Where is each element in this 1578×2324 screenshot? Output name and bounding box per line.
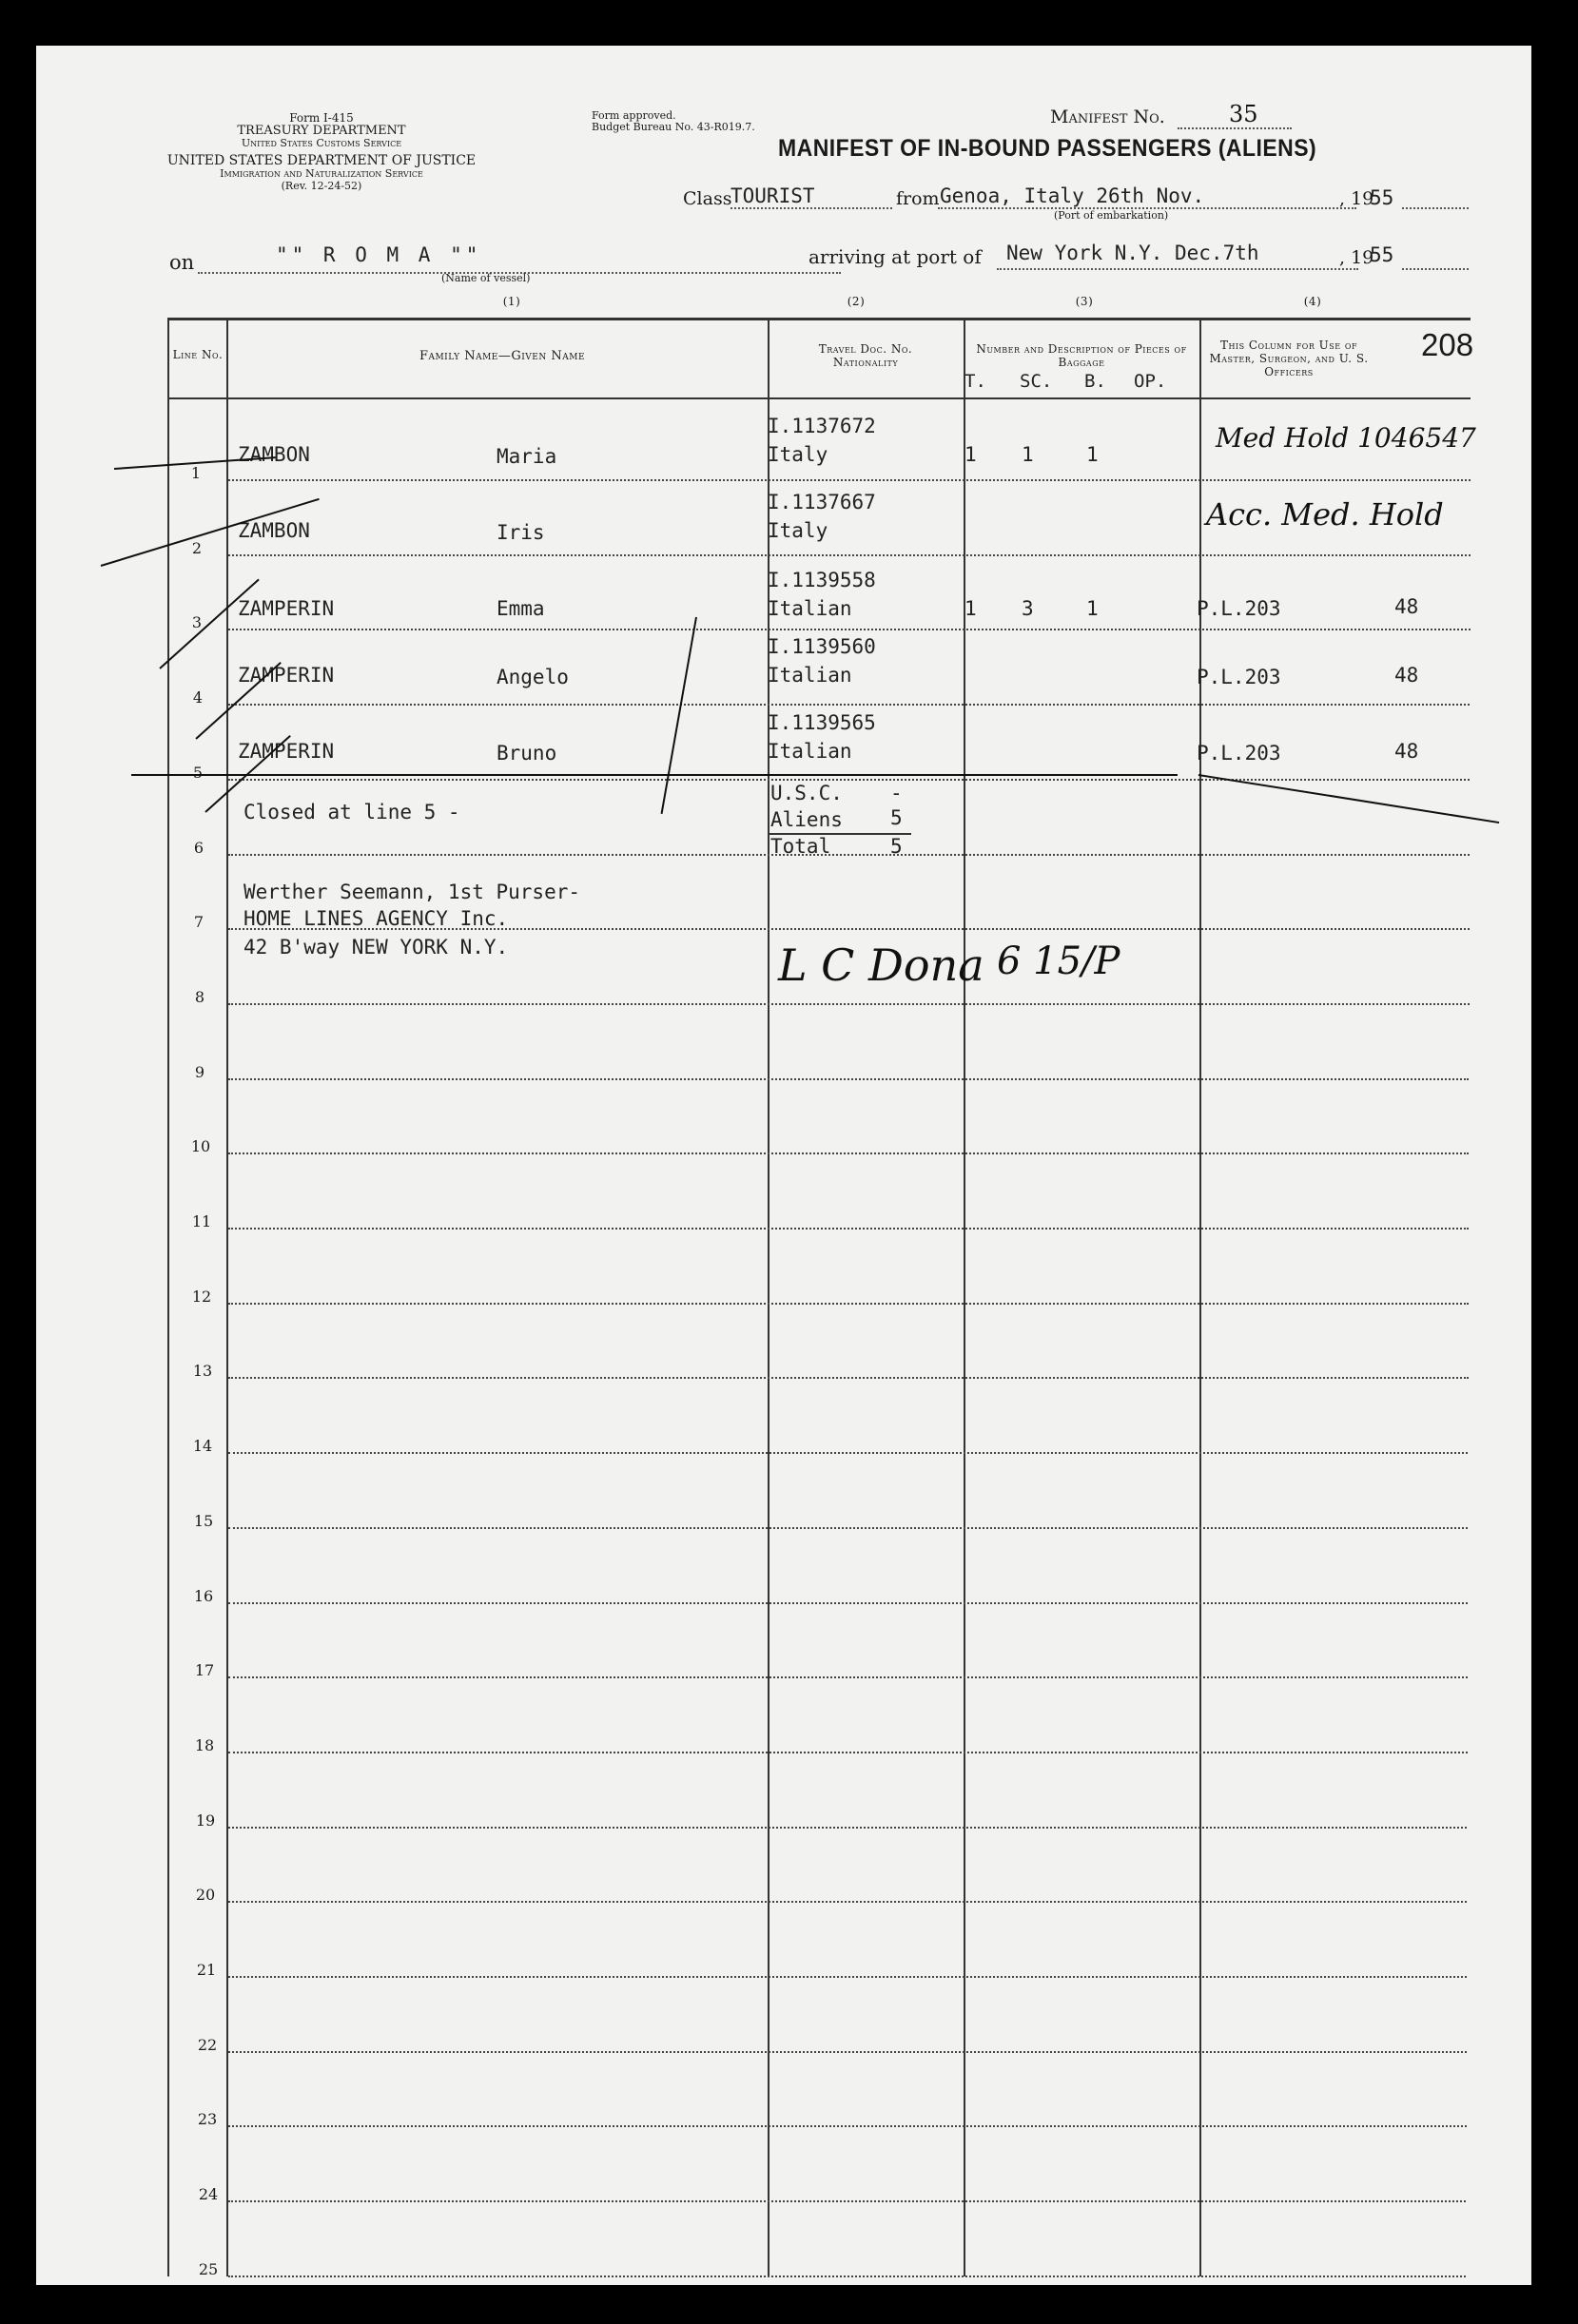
from-year: 55 bbox=[1370, 186, 1394, 209]
nationality: Italian bbox=[768, 740, 852, 763]
line-number: 11 bbox=[191, 1212, 212, 1230]
baggage-sub-t: T. bbox=[964, 371, 986, 392]
total-value: 5 bbox=[890, 835, 903, 858]
form-number: Form I-415 bbox=[289, 111, 354, 125]
agency-name: HOME LINES AGENCY Inc. bbox=[244, 907, 509, 930]
arriving-year: 55 bbox=[1370, 243, 1394, 266]
closing-strike-tail bbox=[1198, 774, 1499, 823]
row-rule bbox=[228, 2200, 1466, 2202]
row-rule bbox=[228, 854, 1470, 856]
bracket-mark bbox=[661, 617, 697, 814]
officer-note: P.L.203 bbox=[1197, 742, 1281, 765]
family-name: ZAMPERIN bbox=[238, 740, 335, 763]
customs-service: United States Customs Service bbox=[241, 137, 402, 149]
row-rule bbox=[228, 1901, 1467, 1903]
row-rule bbox=[228, 1976, 1467, 1978]
line-number: 19 bbox=[195, 1811, 216, 1830]
officer-note: P.L.203 bbox=[1197, 666, 1281, 688]
purser-name: Werther Seemann, 1st Purser- bbox=[244, 881, 581, 903]
row-rule bbox=[228, 1152, 1469, 1154]
manifest-no-label: Manifest No. bbox=[1050, 107, 1165, 127]
row-rule bbox=[228, 1676, 1468, 1678]
travel-doc-no: I.1139565 bbox=[768, 711, 876, 734]
on-label: on bbox=[169, 251, 195, 274]
approval-line1: Form approved. bbox=[592, 109, 676, 122]
officer-note: Med Hold 1046547 bbox=[1216, 422, 1476, 454]
form-approval bbox=[592, 110, 755, 133]
baggage-t: 1 bbox=[964, 597, 977, 620]
line-no-divider bbox=[226, 318, 228, 2276]
ins-service: Immigration and Naturalization Service bbox=[220, 167, 423, 180]
line-number: 24 bbox=[198, 2185, 219, 2203]
line-number: 2 bbox=[191, 539, 203, 557]
officers-heading: This Column for Use of Master, Surgeon, and U. S. Officers bbox=[1209, 339, 1369, 378]
row-rule bbox=[228, 704, 1470, 706]
nationality: Italian bbox=[768, 597, 852, 620]
line-number: 22 bbox=[197, 2036, 218, 2054]
line-number: 23 bbox=[197, 2110, 218, 2128]
family-name: ZAMPERIN bbox=[238, 597, 335, 620]
officer-number: 48 bbox=[1394, 664, 1419, 687]
page-title: MANIFEST OF IN-BOUND PASSENGERS (ALIENS) bbox=[778, 135, 1317, 162]
manifest-number: 35 bbox=[1229, 101, 1258, 127]
line-number: 7 bbox=[193, 913, 205, 931]
from-label: from bbox=[896, 188, 940, 209]
row-rule bbox=[228, 479, 1471, 481]
baggage-b: 1 bbox=[1086, 597, 1099, 620]
class-label: Class bbox=[683, 188, 732, 209]
us-citizens-value: - bbox=[890, 782, 903, 804]
line-number: 25 bbox=[198, 2260, 219, 2278]
page-number: 208 bbox=[1421, 327, 1474, 362]
line-number: 20 bbox=[195, 1886, 216, 1904]
row-rule bbox=[228, 554, 1471, 556]
line-number: 16 bbox=[193, 1587, 214, 1605]
row-rule bbox=[228, 2276, 1466, 2277]
line-number: 15 bbox=[193, 1512, 214, 1530]
line-number: 9 bbox=[194, 1063, 205, 1081]
line-number: 6 bbox=[193, 839, 205, 857]
treasury-dept: TREASURY DEPARTMENT bbox=[237, 124, 406, 138]
officer-note: P.L.203 bbox=[1197, 597, 1281, 620]
row-rule bbox=[228, 1303, 1469, 1305]
line-number: 5 bbox=[192, 764, 204, 782]
manifest-sheet bbox=[36, 46, 1531, 2285]
family-name: ZAMBON bbox=[238, 519, 310, 542]
signature-note: 6 15/P bbox=[997, 939, 1120, 983]
arriving-label: arriving at port of bbox=[808, 245, 982, 268]
travel-doc-heading: Travel Doc. No. Nationality bbox=[818, 342, 913, 369]
baggage-sub-sc: SC. bbox=[1020, 371, 1053, 392]
baggage-b: 1 bbox=[1086, 443, 1099, 466]
embarkation-caption: (Port of embarkation) bbox=[1054, 209, 1169, 222]
closing-strike bbox=[131, 774, 1178, 776]
row-rule bbox=[228, 779, 1470, 781]
row-rule bbox=[228, 1752, 1468, 1753]
baggage-t: 1 bbox=[964, 443, 977, 466]
doj-dept: UNITED STATES DEPARTMENT OF JUSTICE bbox=[166, 153, 477, 168]
given-name: Maria bbox=[497, 445, 557, 468]
row-rule bbox=[228, 1527, 1468, 1529]
aliens-label: Aliens bbox=[770, 808, 843, 831]
class-value: TOURIST bbox=[731, 184, 815, 207]
name-heading: Family Name—Given Name bbox=[419, 349, 586, 363]
arriving-year-prefix: , 19 bbox=[1339, 247, 1374, 268]
travel-doc-no: I.1139558 bbox=[768, 569, 876, 591]
col3-number: (3) bbox=[1075, 295, 1094, 308]
given-name: Emma bbox=[497, 597, 545, 620]
header-bottom-border bbox=[167, 397, 1471, 399]
line-number: 21 bbox=[196, 1961, 217, 1979]
row-rule bbox=[228, 2125, 1467, 2127]
line-number: 12 bbox=[191, 1288, 212, 1306]
nationality: Italy bbox=[768, 519, 828, 542]
officer-note: Acc. Med. Hold bbox=[1206, 496, 1444, 533]
row-rule bbox=[228, 1003, 1470, 1005]
row-rule bbox=[228, 1228, 1469, 1230]
row-rule bbox=[228, 629, 1471, 630]
line-number: 13 bbox=[192, 1362, 213, 1380]
from-year-prefix: , 19 bbox=[1339, 188, 1374, 209]
line-number: 18 bbox=[194, 1736, 215, 1754]
travel-doc-no: I.1137667 bbox=[768, 491, 876, 513]
baggage-heading: Number and Description of Pieces of Baggage bbox=[976, 342, 1187, 369]
officer-number: 48 bbox=[1394, 740, 1419, 763]
family-name: ZAMBON bbox=[238, 443, 310, 466]
line-number: 14 bbox=[192, 1437, 213, 1455]
row-rule bbox=[228, 2051, 1467, 2053]
inspector-signature: L C Dona bbox=[778, 939, 984, 991]
line-number: 4 bbox=[192, 688, 204, 707]
baggage-sc: 1 bbox=[1022, 443, 1034, 466]
aliens-value: 5 bbox=[890, 806, 903, 829]
line-number: 1 bbox=[190, 464, 202, 482]
line-number: 3 bbox=[191, 613, 203, 631]
col2-number: (2) bbox=[847, 295, 866, 308]
vessel-caption: (Name of vessel) bbox=[441, 272, 531, 284]
row-rule bbox=[228, 1602, 1468, 1604]
us-citizens-label: U.S.C. bbox=[770, 782, 843, 804]
given-name: Bruno bbox=[497, 742, 557, 765]
officer-number: 48 bbox=[1394, 595, 1419, 618]
closed-at-line: Closed at line 5 - bbox=[244, 801, 460, 823]
line-number: 10 bbox=[190, 1137, 211, 1155]
line-number: 8 bbox=[194, 988, 205, 1006]
line-number: 17 bbox=[194, 1661, 215, 1679]
approval-line2: Budget Bureau No. 43-R019.7. bbox=[592, 121, 755, 133]
given-name: Angelo bbox=[497, 666, 569, 688]
col4-number: (4) bbox=[1303, 295, 1322, 308]
from-value: Genoa, Italy 26th Nov. bbox=[940, 184, 1205, 207]
row-rule bbox=[228, 1452, 1468, 1454]
strike-line-3 bbox=[159, 579, 259, 669]
arriving-value: New York N.Y. Dec.7th bbox=[1006, 242, 1259, 264]
form-revision: (Rev. 12-24-52) bbox=[281, 180, 362, 192]
travel-doc-no: I.1139560 bbox=[768, 635, 876, 658]
row-rule bbox=[228, 1078, 1469, 1080]
nationality: Italy bbox=[768, 443, 828, 466]
vessel-name: "" R O M A "" bbox=[276, 243, 482, 266]
given-name: Iris bbox=[497, 521, 545, 544]
agency-address: 42 B'way NEW YORK N.Y. bbox=[244, 936, 509, 959]
col1-number: (1) bbox=[502, 295, 521, 308]
baggage-sub-op: OP. bbox=[1134, 371, 1167, 392]
row-rule bbox=[228, 1377, 1469, 1379]
form-block bbox=[150, 112, 493, 192]
travel-doc-no: I.1137672 bbox=[768, 415, 876, 437]
total-label: Total bbox=[770, 835, 831, 858]
baggage-sub-b: B. bbox=[1084, 371, 1106, 392]
line-no-heading: Line No. bbox=[172, 348, 224, 361]
family-name: ZAMPERIN bbox=[238, 664, 335, 687]
table-left-border bbox=[167, 318, 169, 2276]
baggage-sc: 3 bbox=[1022, 597, 1034, 620]
nationality: Italian bbox=[768, 664, 852, 687]
table-top-border bbox=[167, 318, 1471, 320]
row-rule bbox=[228, 1827, 1467, 1829]
